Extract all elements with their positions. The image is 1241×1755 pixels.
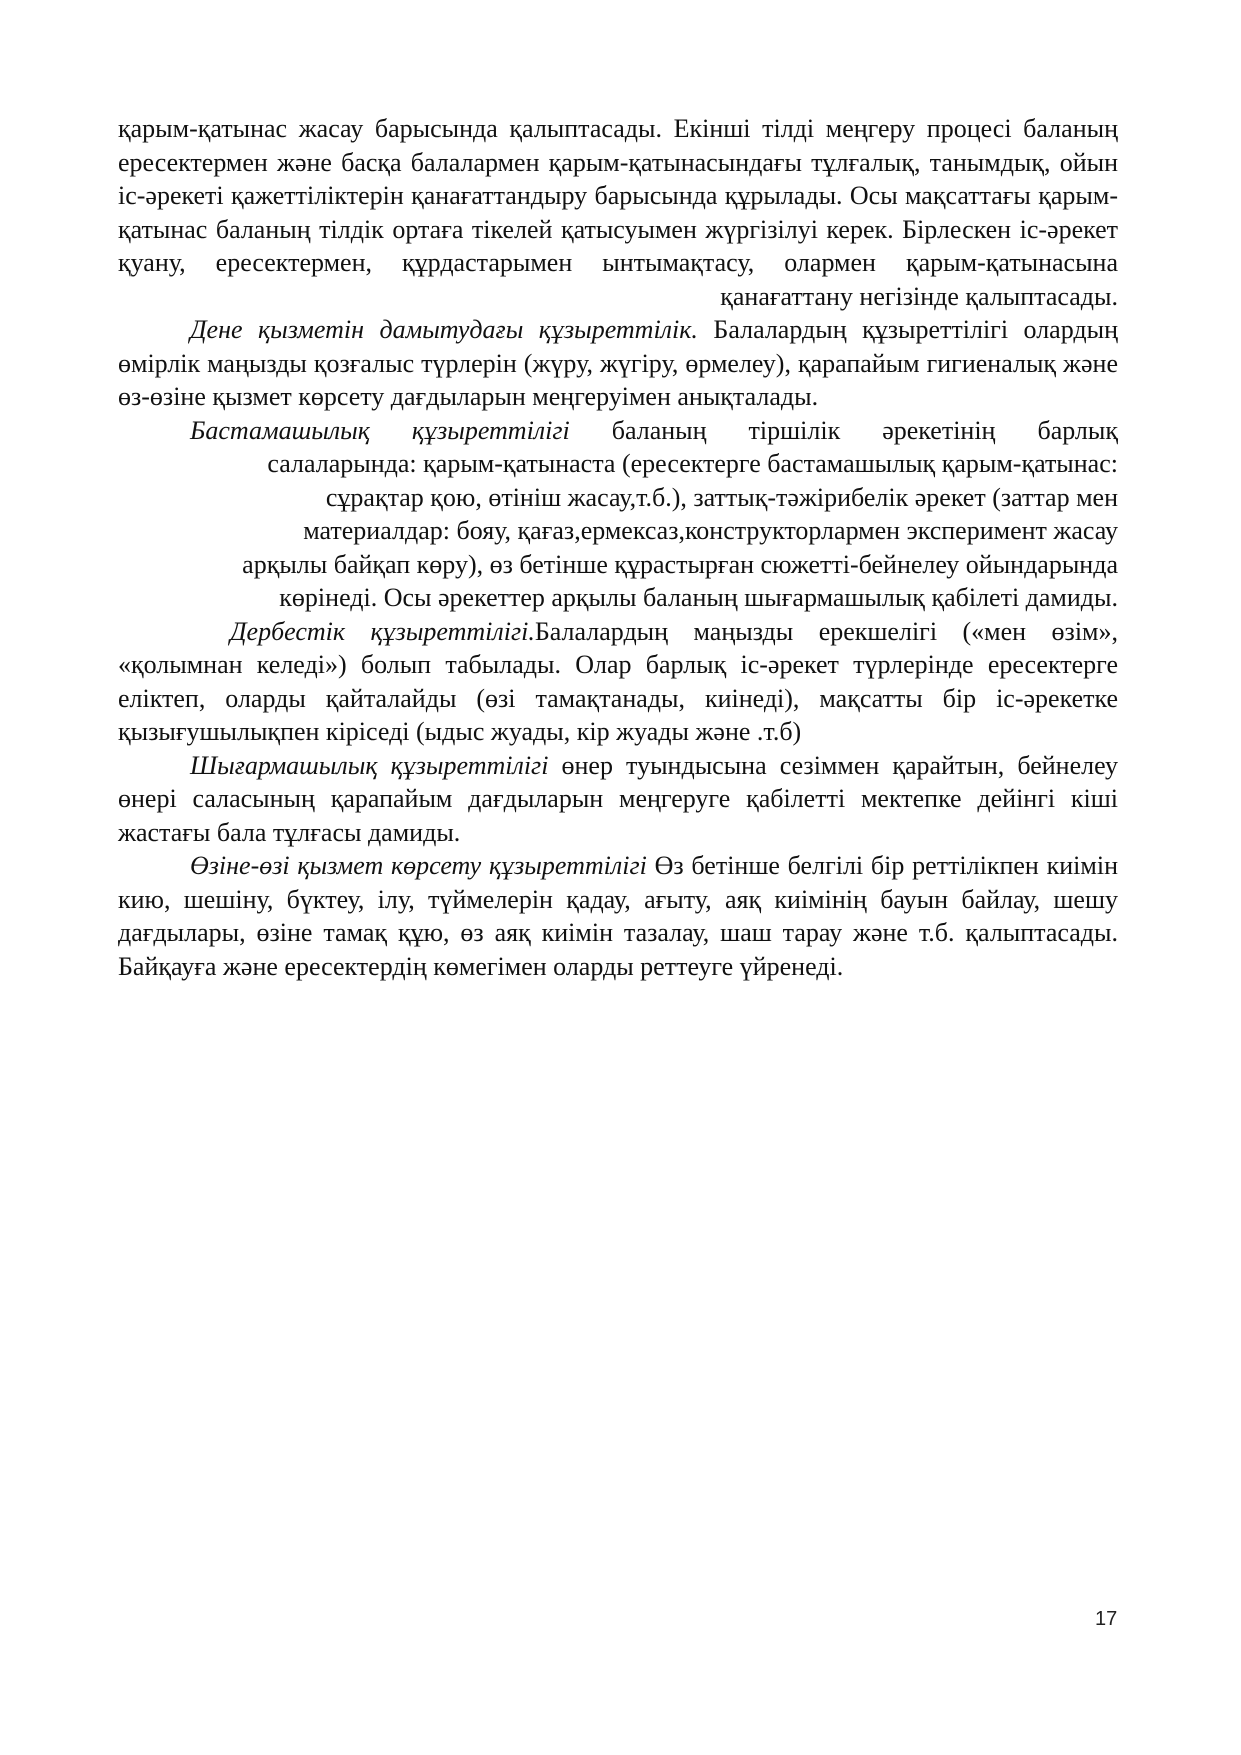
selfcare-competence-title: Өзіне-өзі қызмет көрсету құзыреттілігі: [190, 851, 647, 880]
paragraph-communication: қарым-қатынас жасау барысында қалыптасады. Екінші тілді меңгеру процесі баланың ересектермен және басқа балалармен қарым-қатынасындағы тұлғалық, танымдық, ойын іс-әрекеті қажеттіліктерін қанағаттандыру барысында құрылады. Осы мақсаттағы қарым-қатынас баланың тілдік ортаға тікелей қатысуымен жүргізілуі керек. Бірлескен іс-әрекет қуану, ересектермен, құрдастарымен ынтымақтасу, олармен қарым-қатынасына қанағаттану негізінде қалыптасады.: [118, 114, 1118, 311]
selfcare-competence-text: Өз бетінше белгілі бір реттілікпен киімін кию, шешіну, бүктеу, ілу, түймелерін қадау, ағыту, аяқ киімінің бауын байлау, шешу дағдылары, өзіне тамақ құю, өз аяқ киімін тазалау, шаш тарау және т.б. қалыптасады. Байқауға және ересектердің көмегімен оларды реттеуге үйренеді.: [118, 851, 1118, 981]
initiative-line-4: материалдар: бояу, қағаз,ермексаз,конструкторлармен эксперимент жасау: [303, 516, 1118, 545]
paragraph-creative-competence: [118, 749, 1118, 850]
paragraph-independence-competence: [118, 615, 1118, 749]
page-number: 17: [1095, 1608, 1118, 1630]
paragraph-physical-competence: [118, 313, 1118, 414]
creative-competence-text: өнер туындысына сезіммен қарайтын, бейнелеу өнері саласының қарапайым дағдыларын меңгеруге қабілетті мектепке дейінгі кіші жастағы бала тұлғасы дамиды.: [118, 750, 1118, 847]
initiative-line-1: Бастамашылық құзыреттілігі баланың тіршілік әрекетінің барлық: [190, 415, 1118, 445]
initiative-line-3: сұрақтар қою, өтініш жасау,т.б.), заттық-тәжірибелік әрекет (заттар мен: [325, 482, 1118, 512]
independence-competence-title: Дербестік құзыреттілігі.: [230, 616, 535, 646]
initiative-competence-title: Бастамашылық құзыреттілігі: [190, 415, 570, 445]
paragraph-initiative-competence: [118, 414, 1118, 615]
page-body: [118, 112, 1118, 983]
independence-competence-text: Балалардың маңызды ерекшелігі («мен өзім», «қолымнан келеді») болып табылады. Олар барлық іс-әрекет түрлерінде ересектерге еліктеп, оларды қайталайды (өзі тамақтанады, киінеді), мақсатты бір іс-әрекетке қызығушылықпен кіріседі (ыдыс жуады, кір жуады және .т.б): [118, 616, 1118, 746]
physical-competence-title: Дене қызметін дамытудағы құзыреттілік.: [190, 315, 698, 344]
physical-competence-text: Балалардың құзыреттілігі олардың өмірлік маңызды қозғалыс түрлерін (жүру, жүгіру, өрмелеу), қарапайым гигиеналық және өз-өзіне қызмет көрсету дағдыларын меңгеруімен анықталады.: [118, 315, 1118, 411]
initiative-line-5: арқылы байқап көру), өз бетінше құрастырған сюжетті-бейнелеу ойындарында: [242, 549, 1118, 579]
initiative-line-6: көрінеді. Осы әрекеттер арқылы баланың шығармашылық қабілеті дамиды.: [279, 583, 1118, 612]
initiative-line-2: салаларында: қарым-қатынаста (ересектерге бастамашылық қарым-қатынас:: [267, 449, 1118, 478]
paragraph-selfcare-competence: [118, 849, 1118, 983]
creative-competence-title: Шығармашылық құзыреттілігі: [190, 750, 549, 780]
